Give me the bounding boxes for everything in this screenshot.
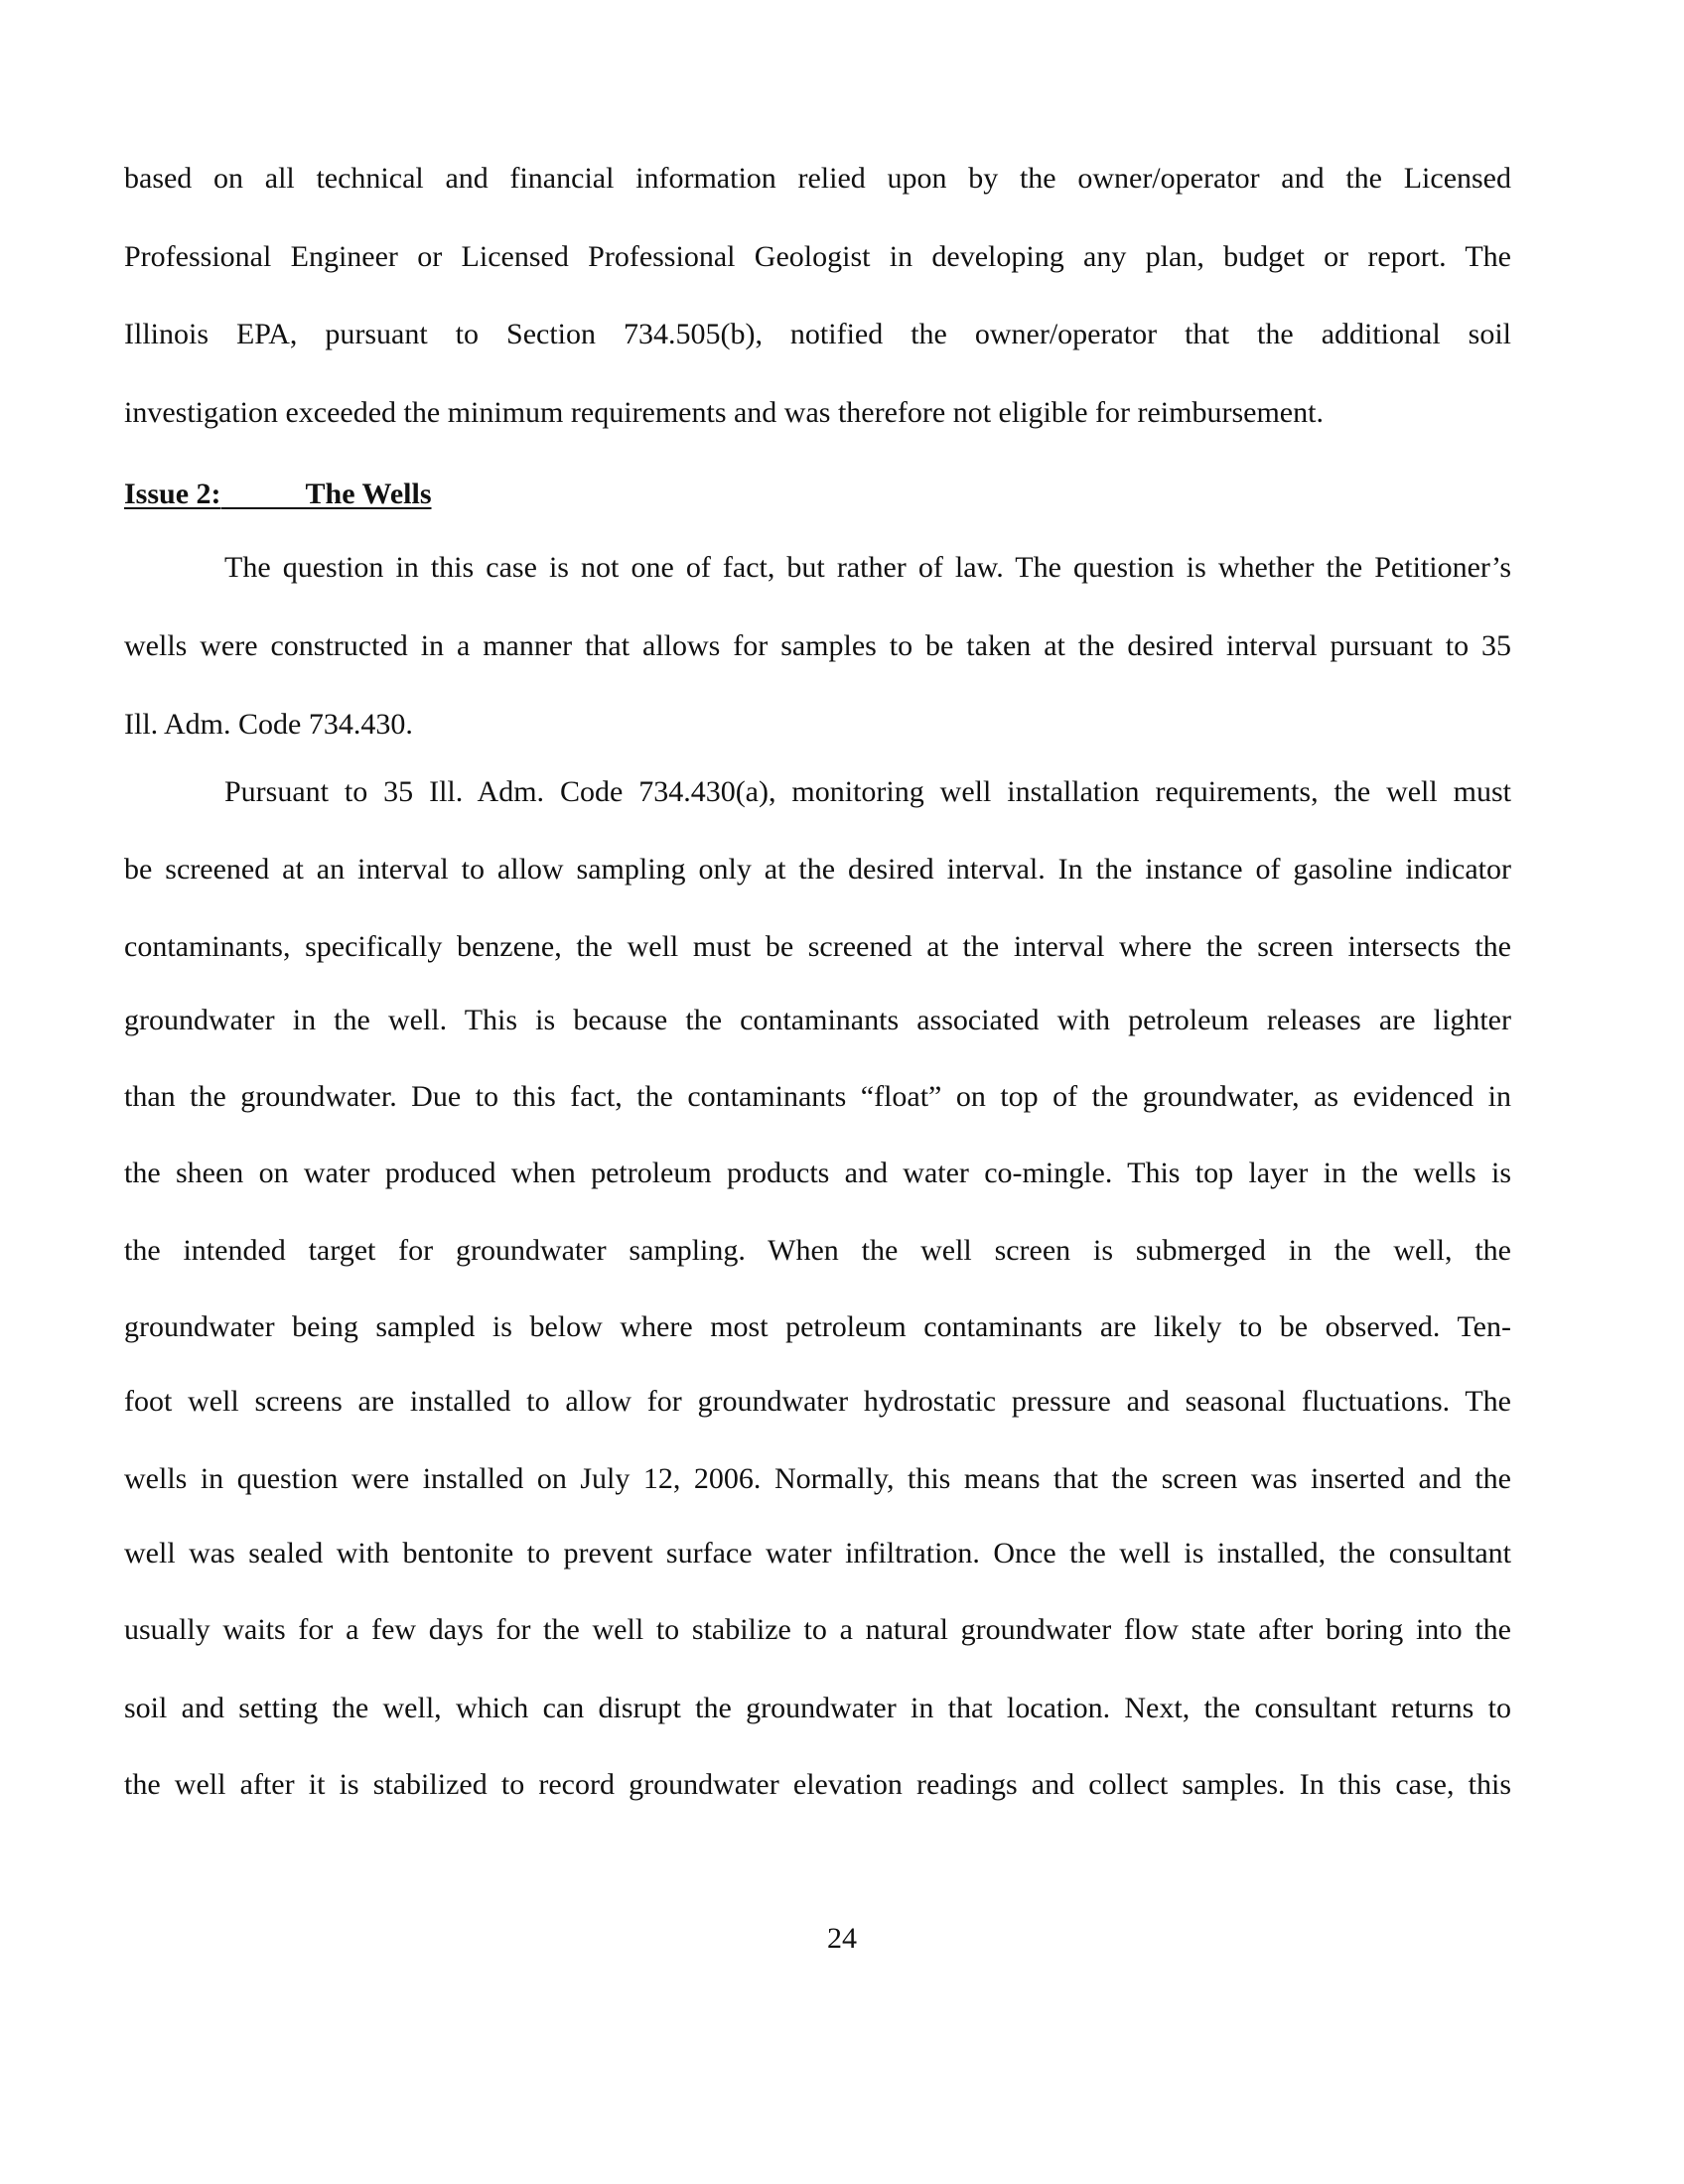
body-line: wells in question were installed on July 12, 2006. Normally, this means that the screen was inserted and the <box>124 1462 1511 1495</box>
body-line: usually waits for a few days for the well to stabilize to a natural groundwater flow state after boring into the <box>124 1613 1511 1646</box>
body-line: The question in this case is not one of fact, but rather of law. The question is whether the Petitioner’s <box>224 551 1511 584</box>
page-number: 24 <box>827 1922 857 1955</box>
body-line: Pursuant to 35 Ill. Adm. Code 734.430(a), monitoring well installation requirements, the well must <box>224 775 1511 808</box>
body-line: groundwater in the well. This is because the contaminants associated with petroleum releases are lighter <box>124 1004 1511 1036</box>
body-line: based on all technical and financial information relied upon by the owner/operator and the Licensed <box>124 162 1511 195</box>
body-line: soil and setting the well, which can disrupt the groundwater in that location. Next, the consultant returns to <box>124 1692 1511 1724</box>
body-line: groundwater being sampled is below where most petroleum contaminants are likely to be observed. Ten- <box>124 1310 1511 1343</box>
body-line: the intended target for groundwater sampling. When the well screen is submerged in the well, the <box>124 1234 1511 1267</box>
section-heading <box>124 475 432 514</box>
body-line: contaminants, specifically benzene, the well must be screened at the interval where the screen intersects the <box>124 930 1511 963</box>
heading-title: The Wells <box>305 478 432 510</box>
body-line: Professional Engineer or Licensed Professional Geologist in developing any plan, budget or report. The <box>124 240 1511 273</box>
body-line: be screened at an interval to allow sampling only at the desired interval. In the instance of gasoline indicator <box>124 853 1511 886</box>
body-line: the well after it is stabilized to record groundwater elevation readings and collect samples. In this case, this <box>124 1768 1511 1801</box>
heading-underline-gap <box>221 478 306 509</box>
body-line: Ill. Adm. Code 734.430. <box>124 708 413 741</box>
body-line: the sheen on water produced when petroleum products and water co-mingle. This top layer in the wells is <box>124 1157 1511 1189</box>
heading-issue: Issue 2: <box>124 478 221 510</box>
body-line: Illinois EPA, pursuant to Section 734.505(b), notified the owner/operator that the additional soil <box>124 318 1511 350</box>
body-line: investigation exceeded the minimum requirements and was therefore not eligible for reimbursement. <box>124 396 1324 429</box>
body-line: than the groundwater. Due to this fact, the contaminants “float” on top of the groundwater, as evidenced in <box>124 1080 1511 1113</box>
body-line: wells were constructed in a manner that allows for samples to be taken at the desired interval pursuant to 35 <box>124 629 1511 662</box>
body-line: foot well screens are installed to allow for groundwater hydrostatic pressure and seasonal fluctuations. The <box>124 1385 1511 1418</box>
body-line: well was sealed with bentonite to prevent surface water infiltration. Once the well is installed, the consultant <box>124 1537 1511 1570</box>
